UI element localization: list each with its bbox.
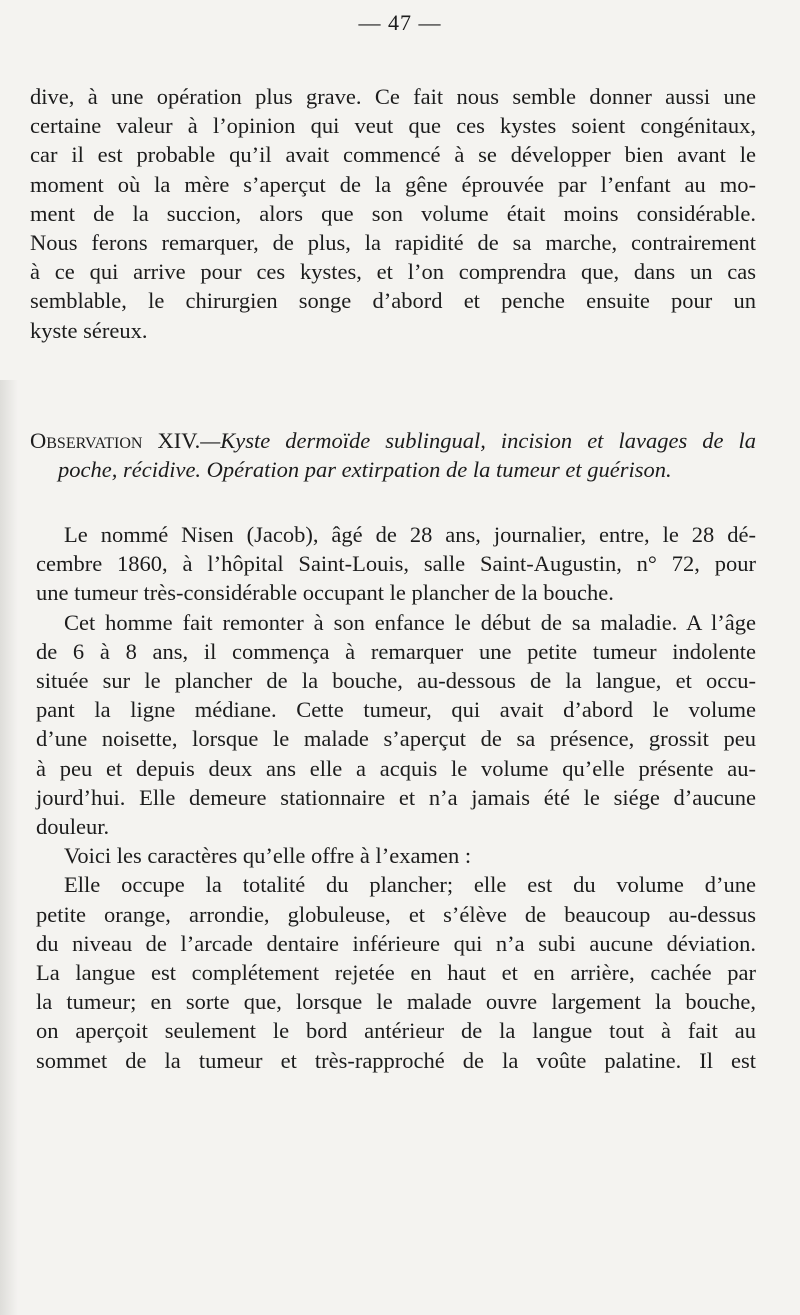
- text-line: Le nommé Nisen (Jacob), âgé de 28 ans, journalier, entre, le 28 dé-: [64, 522, 756, 547]
- text-line: d’une noisette, lorsque le malade s’aperçut de sa présence, grossit peu: [36, 726, 756, 752]
- text-line: sommet de la tumeur et très-rapproché de la voûte palatine. Il est: [36, 1047, 756, 1073]
- page-number: — 47 —: [358, 10, 442, 35]
- text-line: moment où la mère s’aperçut de la gêne éprouvée par l’enfant au mo-: [30, 171, 756, 197]
- text-line: ment de la succion, alors que son volume était moins considérable.: [30, 200, 756, 226]
- text-line: Nous ferons remarquer, de plus, la rapidité de sa marche, contrairement: [30, 230, 756, 256]
- text-line: jourd’hui. Elle demeure stationnaire et n’a jamais été le siége d’aucune: [36, 784, 756, 810]
- text-line: Elle occupe la totalité du plancher; elle est du volume d’une: [64, 872, 756, 898]
- observation-heading-line-1: [30, 426, 756, 455]
- text-line: du niveau de l’arcade dentaire inférieure qui n’a subi aucune déviation.: [36, 930, 756, 956]
- text-line: dive, à une opération plus grave. Ce fait nous semble donner aussi une: [30, 84, 756, 109]
- text-line: kyste séreux.: [30, 317, 148, 343]
- text-line: Cet homme fait remonter à son enfance le début de sa maladie. A l’âge: [64, 609, 756, 635]
- text-line: car il est probable qu’il avait commencé à se développer bien avant le: [30, 142, 756, 168]
- paragraph-2: [36, 520, 756, 1075]
- observation-label: Observation XIV.: [30, 428, 201, 453]
- text-line: à ce qui arrive pour ces kystes, et l’on comprendra que, dans un cas: [30, 259, 756, 285]
- text-line: douleur.: [36, 814, 110, 840]
- text-line: pant la ligne médiane. Cette tumeur, qui avait d’abord le volume: [36, 697, 756, 723]
- observation-title-part-1: —Kyste dermoïde sublingual, incision et lavages de la: [200, 428, 756, 453]
- paragraph-1: [30, 82, 756, 345]
- text-line: située sur le plancher de la bouche, au-dessous de la langue, et occu-: [36, 668, 756, 694]
- text-line: petite orange, arrondie, globuleuse, et s’élève de beaucoup au-dessus: [36, 901, 756, 927]
- text-line: cembre 1860, à l’hôpital Saint-Louis, salle Saint-Augustin, n° 72, pour: [36, 551, 756, 577]
- observation-heading: [30, 426, 756, 484]
- observation-title-part-2: poche, récidive. Opération par extirpation de la tumeur et guérison.: [58, 457, 672, 483]
- page-gutter-shadow: [0, 380, 18, 1315]
- text-line: semblable, le chirurgien songe d’abord et penche ensuite pour un: [30, 288, 756, 314]
- text-line: Voici les caractères qu’elle offre à l’examen :: [64, 843, 472, 869]
- text-line: de 6 à 8 ans, il commença à remarquer une petite tumeur indolente: [36, 638, 756, 664]
- text-line: à peu et depuis deux ans elle a acquis le volume qu’elle présente au-: [36, 755, 756, 781]
- text-line: la tumeur; en sorte que, lorsque le malade ouvre largement la bouche,: [36, 989, 756, 1015]
- text-line: on aperçoit seulement le bord antérieur de la langue tout à fait au: [36, 1018, 756, 1044]
- text-line: La langue est complétement rejetée en haut et en arrière, cachée par: [36, 960, 756, 986]
- text-line: une tumeur très-considérable occupant le plancher de la bouche.: [36, 580, 614, 606]
- text-line: certaine valeur à l’opinion qui veut que ces kystes soient congénitaux,: [30, 113, 756, 139]
